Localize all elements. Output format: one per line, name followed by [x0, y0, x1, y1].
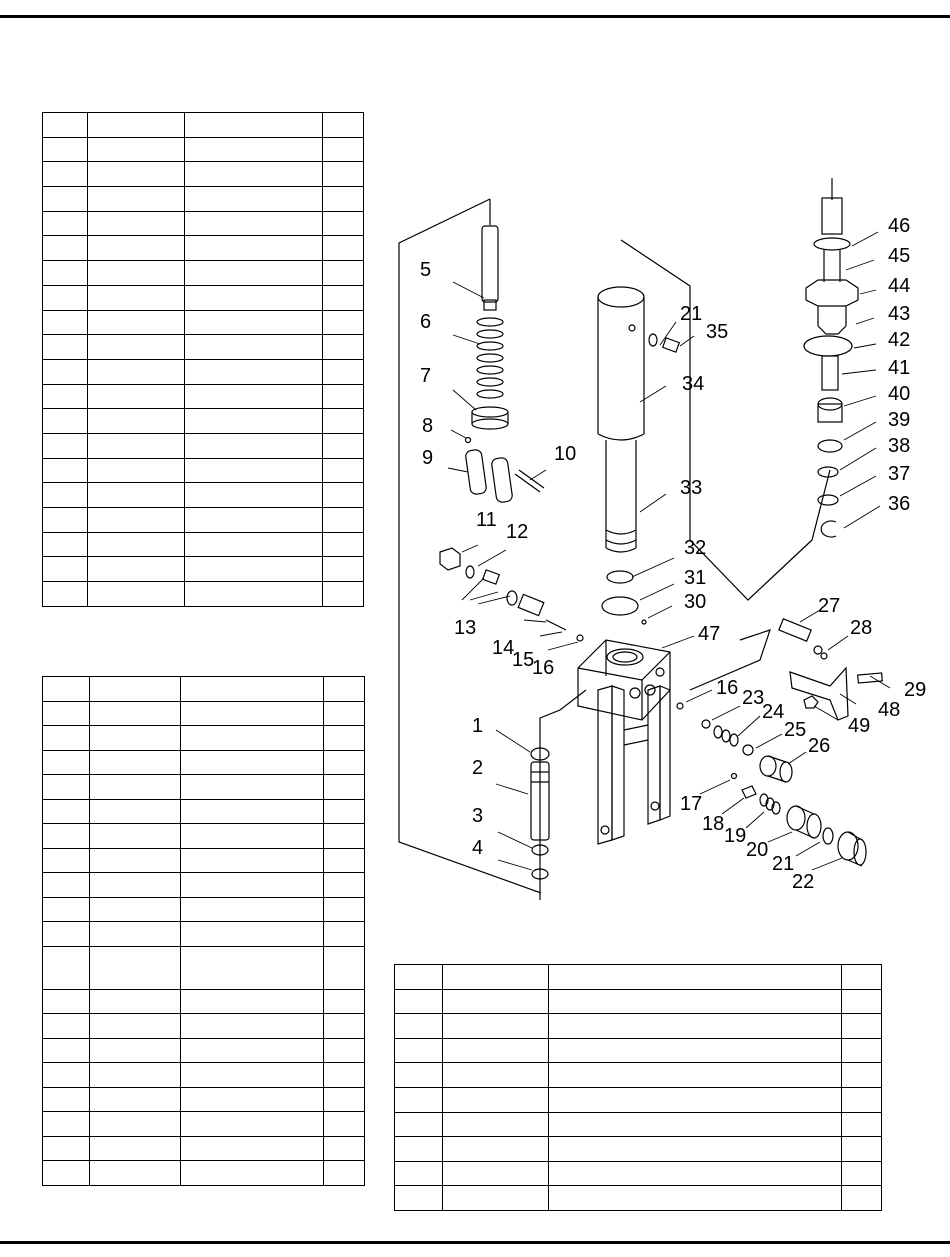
part-46-stem — [814, 198, 850, 282]
callout-10: 10 — [554, 443, 577, 465]
part-26-plug — [760, 756, 792, 782]
callout-13: 13 — [454, 617, 477, 639]
callout-32: 32 — [684, 537, 707, 559]
callout-47: 47 — [698, 623, 721, 645]
part-49-nut — [804, 696, 818, 708]
part-19-spring — [760, 794, 780, 814]
part-37-ring — [818, 495, 838, 505]
callout-17: 17 — [680, 793, 703, 815]
callout-49: 49 — [848, 715, 871, 737]
diagram-parts — [399, 178, 890, 900]
callout-21-top: 21 — [680, 303, 703, 325]
part-5-rod — [482, 226, 498, 302]
part-36-clip — [821, 521, 836, 537]
part-12-washer — [466, 566, 474, 578]
callout-42: 42 — [888, 329, 911, 351]
callout-11: 11 — [476, 509, 497, 531]
callout-19: 19 — [724, 825, 747, 847]
callout-28: 28 — [850, 617, 873, 639]
part-21-washer-bottom — [823, 828, 833, 844]
part-18-screw — [742, 786, 756, 798]
part-27-pin — [779, 619, 811, 641]
part-14-sleeve — [518, 594, 544, 615]
part-33-ram — [606, 440, 636, 552]
part-30-ball — [642, 620, 646, 624]
callout-12: 12 — [506, 521, 529, 543]
callout-1: 1 — [472, 715, 484, 737]
part-42-oring — [804, 336, 852, 356]
part-9-plate-a — [465, 449, 487, 495]
callout-34: 34 — [682, 373, 705, 395]
callout-14: 14 — [492, 637, 515, 659]
part-31-oring — [602, 597, 638, 615]
callout-31: 31 — [684, 567, 707, 589]
callout-41: 41 — [888, 357, 911, 379]
part-25-ball — [743, 745, 753, 755]
part-15-spring — [546, 620, 566, 630]
part-34-cylinder — [598, 287, 644, 440]
callout-6: 6 — [420, 311, 432, 333]
callout-21-bottom: 21 — [772, 853, 795, 875]
part-21-washer-top — [649, 334, 657, 346]
part-17-ball — [732, 774, 737, 779]
callout-36: 36 — [888, 493, 911, 515]
callout-29: 29 — [904, 679, 927, 701]
callout-20: 20 — [746, 839, 769, 861]
callout-3: 3 — [472, 805, 484, 827]
block-legs — [598, 686, 670, 844]
callout-39: 39 — [888, 409, 911, 431]
part-44-nut — [806, 280, 858, 334]
callout-26: 26 — [808, 735, 831, 757]
part-48-lever — [790, 668, 848, 720]
part-7-cup — [472, 407, 508, 429]
callout-15: 15 — [512, 649, 535, 671]
frame-line-mid — [621, 240, 830, 600]
callout-48: 48 — [878, 699, 901, 721]
part-24-spring — [714, 726, 738, 746]
part-39-ring — [818, 440, 842, 452]
part-23-ball — [702, 720, 710, 728]
callout-2: 2 — [472, 757, 484, 779]
part-11-plug — [440, 548, 460, 570]
part-41-rod — [822, 356, 838, 390]
part-32-seal — [607, 571, 633, 583]
callout-22: 22 — [792, 871, 815, 893]
part-28-ring — [814, 646, 822, 654]
leader-lines — [448, 232, 890, 870]
callout-16b: 16 — [716, 677, 739, 699]
frame-line-left — [399, 199, 541, 893]
part-9-plate-b — [491, 457, 513, 503]
callout-23: 23 — [742, 687, 765, 709]
callout-16: 16 — [532, 657, 555, 679]
callout-37: 37 — [888, 463, 911, 485]
callout-4: 4 — [472, 837, 484, 859]
callout-43: 43 — [888, 303, 911, 325]
callout-45: 45 — [888, 245, 911, 267]
frame-line-lower — [540, 690, 586, 900]
callout-9: 9 — [422, 447, 434, 469]
part-16-ball — [577, 635, 583, 641]
part-22-cap — [838, 832, 866, 866]
callout-35: 35 — [706, 321, 729, 343]
callout-labels — [420, 215, 926, 893]
callout-30: 30 — [684, 591, 707, 613]
part-13-seat — [483, 570, 500, 584]
callout-25: 25 — [784, 719, 807, 741]
part-6-spring — [477, 318, 503, 398]
callout-38: 38 — [888, 435, 911, 457]
callout-18: 18 — [702, 813, 725, 835]
part-35-screw — [663, 338, 680, 352]
callout-44: 44 — [888, 275, 911, 297]
callout-5: 5 — [420, 259, 432, 281]
part-16-ball-b — [677, 703, 683, 709]
callout-46: 46 — [888, 215, 911, 237]
part-8-pin — [466, 438, 471, 443]
callout-27: 27 — [818, 595, 841, 617]
callout-33: 33 — [680, 477, 703, 499]
callout-7: 7 — [420, 365, 432, 387]
callout-24: 24 — [762, 701, 785, 723]
part-20-plug — [787, 806, 821, 838]
callout-40: 40 — [888, 383, 911, 405]
callout-8: 8 — [422, 415, 434, 437]
